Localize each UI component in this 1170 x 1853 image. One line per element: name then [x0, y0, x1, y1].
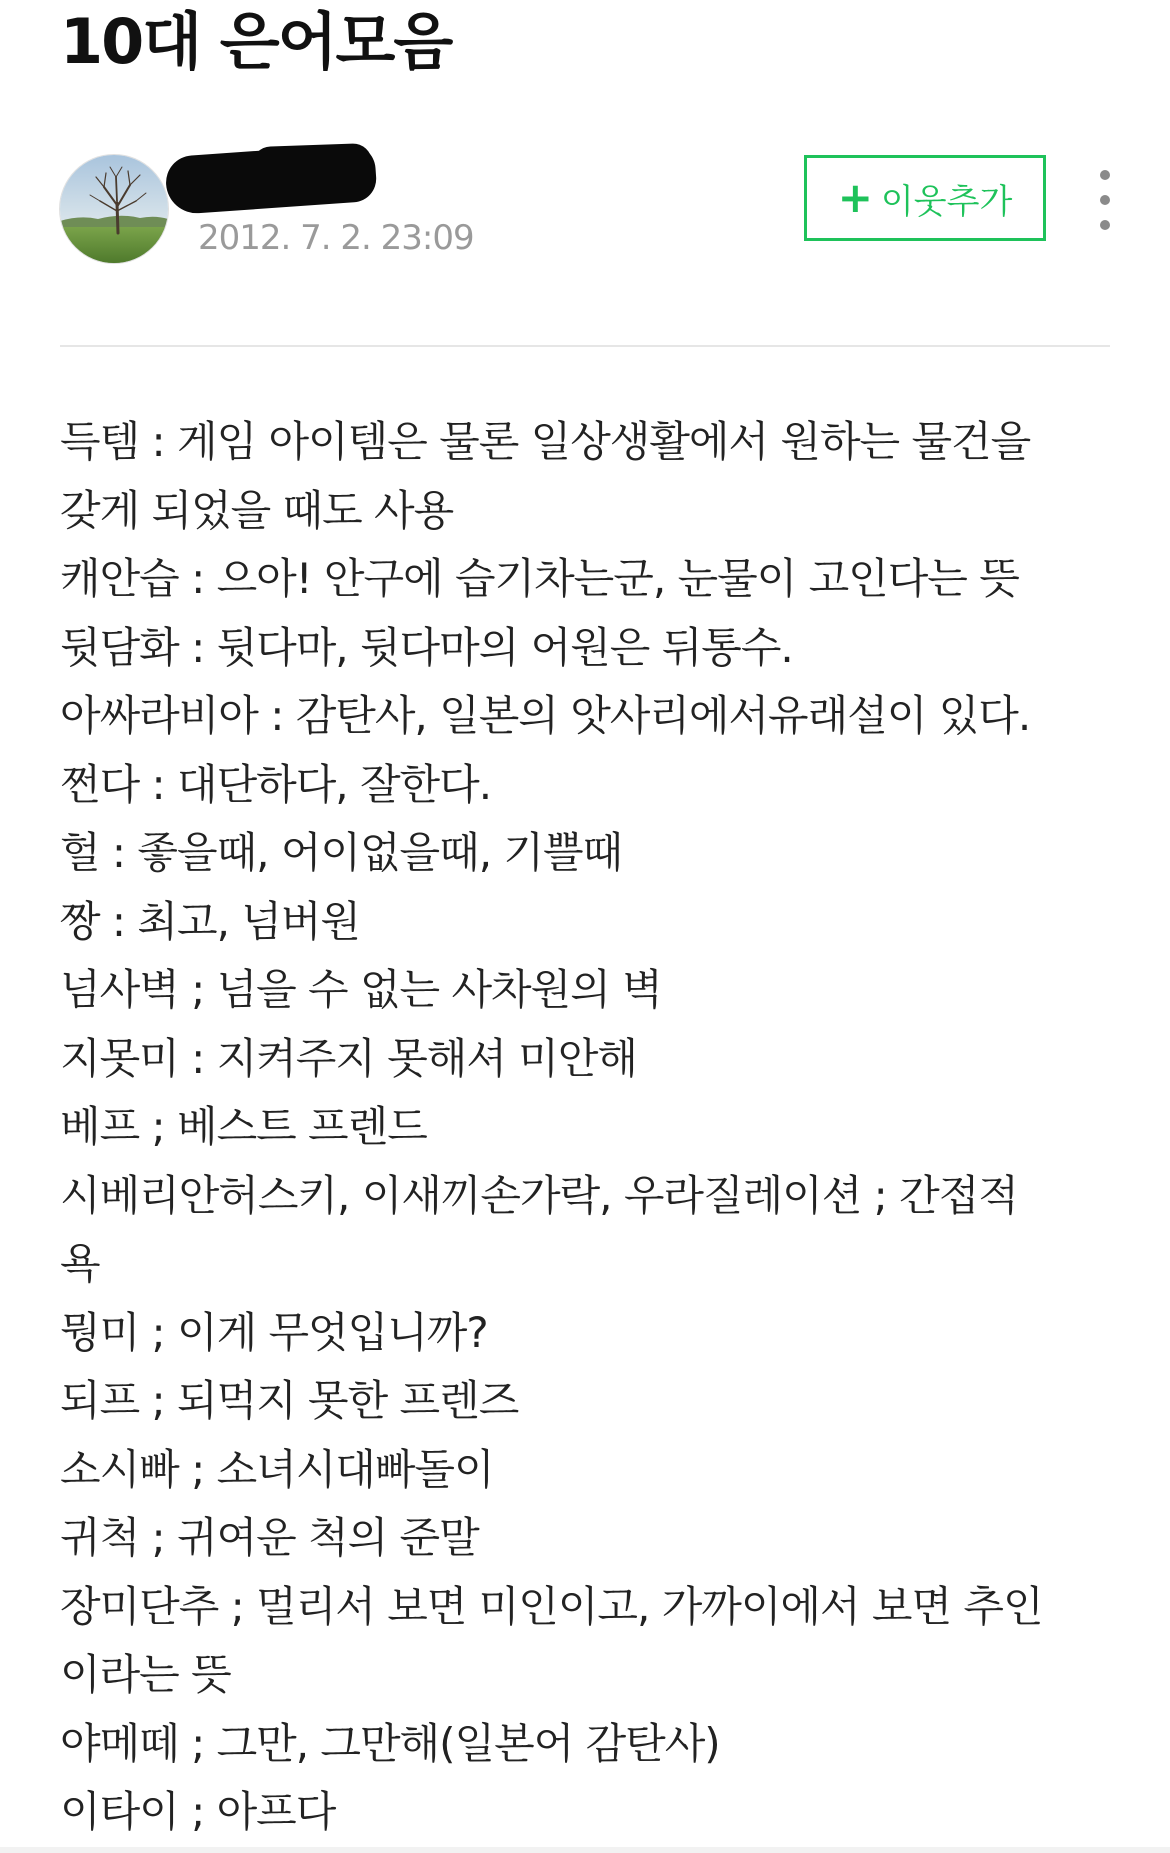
body-line: 뭥미 ; 이게 무엇입니까?	[60, 1307, 488, 1357]
body-line: 캐안습 : 으아! 안구에 습기차는군, 눈물이 고인다는 뜻	[60, 554, 1019, 603]
body-line: 욕	[60, 1239, 100, 1288]
header-divider	[60, 345, 1110, 347]
body-line: 득템 : 게임 아이템은 물론 일상생활에서 원하는 물건을	[60, 417, 1031, 466]
body-line: 시베리안허스키, 이새끼손가락, 우라질레이션 ; 간접적	[60, 1170, 1018, 1220]
body-line: 뒷담화 : 뒷다마, 뒷다마의 어원은 뒤통수.	[60, 622, 793, 672]
post-date: 2012. 7. 2. 23:09	[198, 218, 474, 258]
body-line: 갖게 되었을 때도 사용	[60, 485, 454, 535]
body-line: 쩐다 : 대단하다, 잘한다.	[60, 759, 492, 809]
post-title: 10대 은어모음	[60, 5, 452, 78]
body-line: 지못미 : 지켜주지 못해셔 미안해	[60, 1033, 637, 1083]
post-body	[60, 408, 1120, 1847]
dot	[1100, 170, 1110, 180]
body-line: 짱 : 최고, 넘버원	[60, 896, 360, 946]
body-line: 되프 ; 되먹지 못한 프렌즈	[60, 1376, 519, 1425]
body-line: 장미단추 ; 멀리서 보면 미인이고, 가까이에서 보면 추인	[60, 1581, 1043, 1631]
author-avatar[interactable]	[60, 155, 168, 263]
body-line: 귀척 ; 귀여운 척의 준말	[60, 1513, 479, 1562]
bottom-edge	[0, 1847, 1170, 1853]
body-line: 야메떼 ; 그만, 그만해(일본어 감탄사)	[60, 1718, 720, 1768]
body-line: 헐 : 좋을때, 어이없을때, 기쁠때	[60, 828, 623, 877]
add-neighbor-button[interactable]	[804, 155, 1046, 241]
body-line: 이타이 ; 아프다	[60, 1787, 336, 1836]
body-line: 이라는 뜻	[60, 1650, 231, 1699]
dot	[1100, 195, 1110, 205]
body-line: 소시빠 ; 소녀시대빠돌이	[60, 1444, 494, 1494]
plus-icon: +	[837, 173, 873, 222]
body-line: 베프 ; 베스트 프렌드	[60, 1102, 427, 1151]
body-line: 아싸라비아 : 감탄사, 일본의 앗사리에서유래설이 있다.	[60, 691, 1031, 740]
dot	[1100, 220, 1110, 230]
vertical-dots-icon[interactable]	[1090, 170, 1120, 230]
body-line: 넘사벽 ; 넘을 수 없는 사차원의 벽	[60, 965, 662, 1014]
tree-landscape-image	[60, 155, 168, 263]
author-name[interactable]	[164, 143, 378, 216]
add-neighbor-label: 이웃추가	[880, 181, 1013, 222]
